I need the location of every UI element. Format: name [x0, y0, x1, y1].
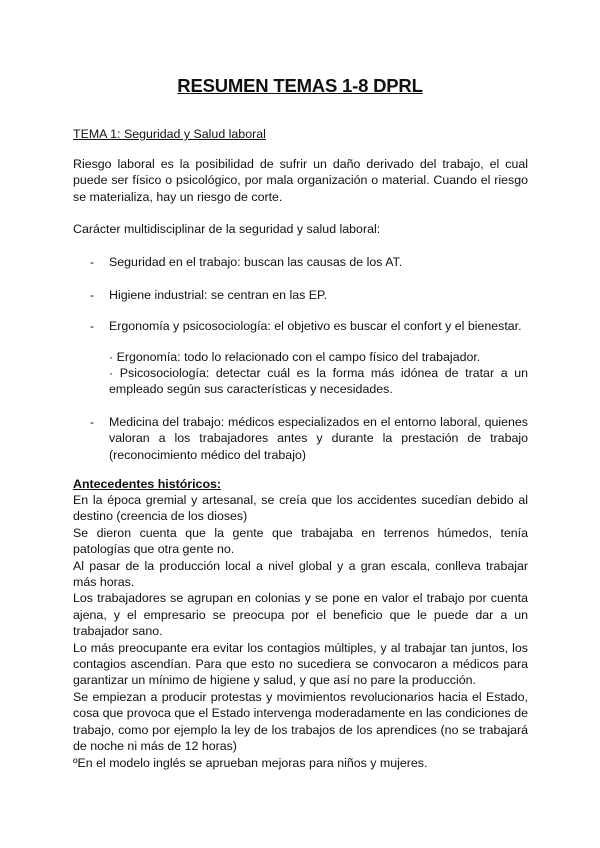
intro-paragraph: Riesgo laboral es la posibilidad de sufrir un daño derivado del trabajo, el cual puede ser físico o psicológico, por mala organización o material. Cuando el riesgo se materializa, hay un riesgo de corte.	[73, 157, 528, 204]
bullet-dash: -	[90, 288, 95, 302]
bullet-dash: -	[90, 319, 95, 333]
list-item-text: Seguridad en el trabajo: buscan las causas de los AT.	[109, 255, 403, 269]
sub-item: · Ergonomía: todo lo relacionado con el campo físico del trabajador.	[109, 350, 481, 364]
history-section	[73, 492, 528, 771]
sub-item: · Psicosociología: detectar cuál es la forma más idónea de tratar a un empleado según sus características y necesidades.	[109, 366, 528, 397]
bullet-dash: -	[90, 255, 95, 269]
history-heading: Antecedentes históricos:	[73, 477, 222, 491]
history-paragraph: Al pasar de la producción local a nivel global y a gran escala, conlleva trabajar más horas.	[73, 558, 528, 590]
section-subtitle: TEMA 1: Seguridad y Salud laboral	[73, 127, 266, 141]
list-item-text: Medicina del trabajo: médicos especializados en el entorno laboral, quienes valoran a los trabajadores antes y durante la prestación de trabajo (reconocimiento médico del trabajo)	[109, 415, 528, 462]
page-title: RESUMEN TEMAS 1-8 DPRL	[177, 75, 423, 96]
bullet-dash: -	[90, 415, 95, 429]
history-paragraph: Lo más preocupante era evitar los contagios múltiples, y al trabajar tan juntos, los contagios ascendían. Para que esto no sucediera se convocaron a médicos para garantizar un mínimo de higiene y salud, y que así no pare la producción.	[73, 640, 528, 688]
history-paragraph: En la época gremial y artesanal, se creía que los accidentes sucedían debido al destino (creencia de los dioses)	[73, 493, 528, 524]
history-paragraph: Los trabajadores se agrupan en colonias y se pone en valor el trabajo por cuenta ajena, y el empresario se preocupa por el beneficio que le puede dar a un trabajador sano.	[73, 591, 528, 639]
list-item-text: Higiene industrial: se centran en las EP.	[109, 288, 328, 302]
caracter-paragraph: Carácter multidisciplinar de la seguridad y salud laboral:	[73, 222, 381, 236]
list-item-text: Ergonomía y psicosociología: el objetivo es buscar el confort y el bienestar.	[109, 319, 522, 333]
history-paragraph: Se dieron cuenta que la gente que trabajaba en terrenos húmedos, tenía patologías que otra gente no.	[73, 525, 528, 557]
history-paragraph: Se empiezan a producir protestas y movimientos revolucionarios hacia el Estado, cosa que provoca que el Estado intervenga moderadamente en las condiciones de trabajo, como por ejemplo la ley de los trabajos de los aprendices (no se trabajará de noche ni más de 12 horas)	[73, 689, 528, 754]
history-paragraph: ºEn el modelo inglés se aprueban mejoras para niños y mujeres.	[73, 755, 428, 770]
